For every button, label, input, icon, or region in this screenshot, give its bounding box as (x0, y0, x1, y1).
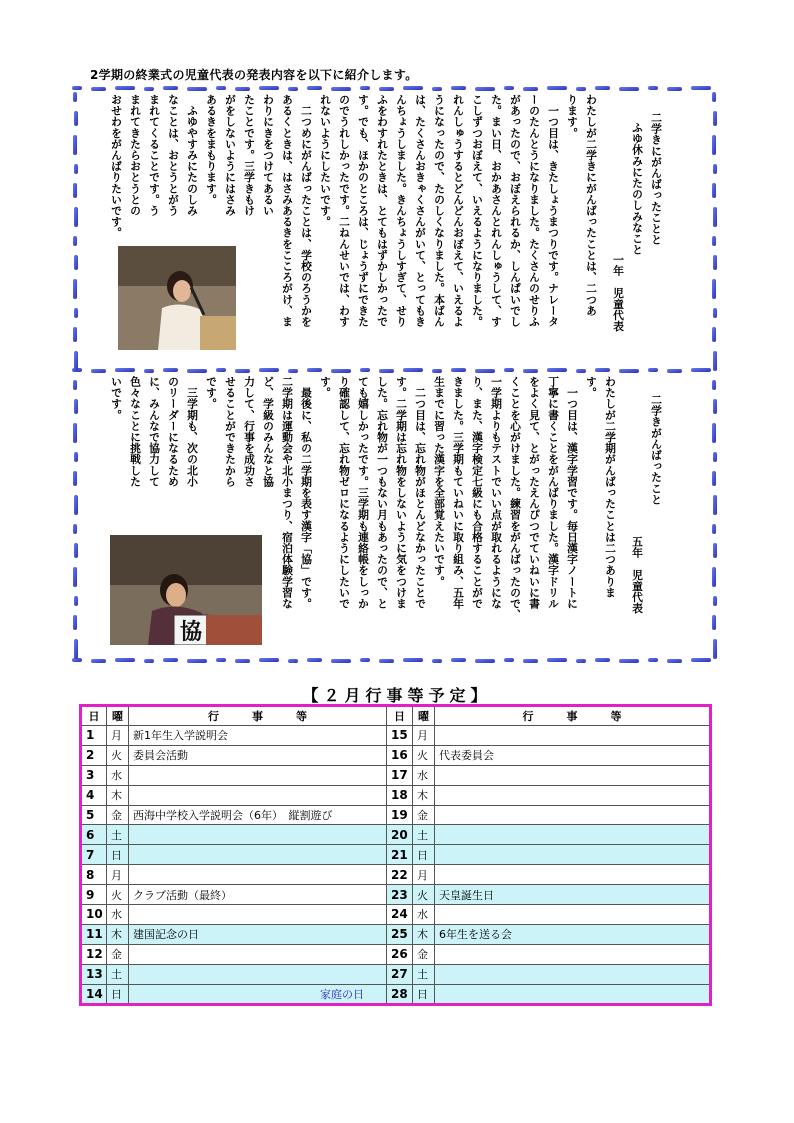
student-photo-one (118, 246, 236, 350)
day-cell: 5 (81, 805, 107, 825)
speech-line: れんしゅうするとどんどんおぼえて、いえるよ (452, 94, 465, 328)
speech-line: です。 (205, 376, 218, 410)
speech-subtitle: ふゆ休みにたのしみなこと (631, 122, 644, 256)
event-cell: 家庭の日 (129, 984, 387, 1005)
speech-line: きました。三学期もていねいに取り組み、五年 (452, 376, 465, 610)
speech-line: ど、学級のみんなと協 (262, 376, 275, 487)
kanji-sign: 協 (179, 620, 203, 645)
event-cell (435, 905, 711, 925)
speech-line: す。 (319, 376, 332, 399)
speech-line: り、また、漢字検定七級にも合格することがで (471, 376, 484, 610)
header-weekday: 曜 (413, 706, 435, 726)
speech-line: す。 (585, 376, 598, 399)
table-row (81, 825, 711, 845)
day-cell: 15 (387, 726, 413, 746)
day-cell: 20 (387, 825, 413, 845)
weekday-cell: 日 (413, 984, 435, 1005)
speech-line: があったので、おぼえられるか、しんぱいでし (509, 94, 522, 328)
weekday-cell: 日 (107, 984, 129, 1005)
speech-author: 一年 児童代表 (612, 254, 625, 332)
day-cell: 14 (81, 984, 107, 1005)
speech-line: んちょうしました。きんちょうしすぎて、せり (395, 94, 408, 328)
day-cell: 21 (387, 845, 413, 865)
weekday-cell: 日 (413, 845, 435, 865)
event-cell (435, 865, 711, 885)
table-row (81, 944, 711, 964)
day-cell: 2 (81, 745, 107, 765)
weekday-cell: 土 (107, 964, 129, 984)
weekday-cell: 水 (107, 765, 129, 785)
speech-line: おせわをがんばりたいです。 (110, 94, 123, 239)
day-cell: 10 (81, 905, 107, 925)
speech-line: わりにきをつけてあるい (262, 94, 275, 217)
weekday-cell: 火 (413, 745, 435, 765)
speech-line: 一学期よりもテストでいい点が取れるようにな (490, 376, 503, 610)
event-cell: 委員会活動 (129, 745, 387, 765)
day-cell: 6 (81, 825, 107, 845)
speech-line: 三学期も、次の北小 (186, 376, 199, 487)
day-cell: 27 (387, 964, 413, 984)
speech-line: 一つ目は、漢字学習です。毎日漢字ノートに (566, 376, 579, 610)
speech-line: あるきをまもります。 (205, 94, 218, 205)
weekday-cell: 金 (107, 944, 129, 964)
weekday-cell: 月 (413, 865, 435, 885)
speech-title: 二学きがんばったこと (650, 394, 663, 505)
weekday-cell: 水 (413, 765, 435, 785)
speech-line: たことです。三学きもけ (243, 94, 256, 217)
speech-line: がをしないようにはさみ (224, 94, 237, 217)
weekday-cell: 火 (413, 885, 435, 905)
table-row (81, 726, 711, 746)
speech-line: た。まい日、おかあさんとれんしゅうして、す (490, 94, 503, 328)
table-row (81, 924, 711, 944)
speech-line: す。でも、ほかのところは、じょうずにできた (357, 94, 370, 328)
event-cell: 新1年生入学説明会 (129, 726, 387, 746)
weekday-cell: 金 (413, 805, 435, 825)
event-cell (129, 845, 387, 865)
day-cell: 7 (81, 845, 107, 865)
day-cell: 16 (387, 745, 413, 765)
weekday-cell: 火 (107, 745, 129, 765)
header-event: 行 事 等 (129, 706, 387, 726)
speech-line: ふをわすれたときは、とてもはずかしかったで (376, 94, 389, 328)
speech-author: 五年 児童代表 (631, 536, 644, 614)
weekday-cell: 木 (107, 924, 129, 944)
speech-title: 二学きにがんばったことと (650, 112, 663, 246)
header-weekday: 曜 (107, 706, 129, 726)
speech-line: れないようにしたいです。 (319, 94, 332, 228)
weekday-cell: 月 (107, 865, 129, 885)
weekday-cell: 金 (413, 944, 435, 964)
weekday-cell: 木 (107, 785, 129, 805)
speech-line: 力して、行事を成功さ (243, 376, 256, 487)
event-cell (435, 765, 711, 785)
table-row (81, 745, 711, 765)
speech-line: 丁寧に書くことをがんばりました。漢字ドリル (547, 376, 560, 610)
speech-line: 生までに習った漢字を全部覚えたいです。 (433, 376, 446, 587)
day-cell: 8 (81, 865, 107, 885)
header-day: 日 (81, 706, 107, 726)
speech-line: をよく見て、とがったえんぴつでていねいに書 (528, 376, 541, 610)
speech-line: うになったので、たのしくなりました。本ばん (433, 94, 446, 328)
event-cell (435, 964, 711, 984)
event-cell (129, 865, 387, 885)
day-cell: 18 (387, 785, 413, 805)
speech-line: ーのたんとうになりました。たくさんのせりふ (528, 94, 541, 328)
speech-line: 一つ目は、きたしょうまつりです。ナレータ (547, 94, 560, 328)
weekday-cell: 月 (413, 726, 435, 746)
intro-text: 2学期の終業式の児童代表の発表内容を以下に紹介します。 (90, 68, 418, 82)
speech-line: に、みんなで協力して (148, 376, 161, 487)
table-row (81, 845, 711, 865)
event-cell: クラブ活動（最終） (129, 885, 387, 905)
day-cell: 26 (387, 944, 413, 964)
event-cell: 6年生を送る会 (435, 924, 711, 944)
weekday-cell: 火 (107, 885, 129, 905)
day-cell: 23 (387, 885, 413, 905)
weekday-cell: 日 (107, 845, 129, 865)
weekday-cell: 木 (413, 924, 435, 944)
speech-line: 色々なことに挑戦した (129, 376, 142, 487)
schedule-title: 【２月行事等予定】 (302, 686, 492, 705)
speech-line: は、たくさんおきゃくさんがいて、とってもき (414, 94, 427, 328)
event-cell (129, 765, 387, 785)
event-cell (435, 944, 711, 964)
weekday-cell: 月 (107, 726, 129, 746)
event-cell (435, 726, 711, 746)
speech-line: 最後に、私の二学期を表す漢字「協」です。 (300, 376, 313, 610)
speech-line: わたしが二学きにがんばったことは、二つあ (585, 94, 598, 316)
event-cell (435, 825, 711, 845)
day-cell: 25 (387, 924, 413, 944)
event-cell (129, 825, 387, 845)
weekday-cell: 土 (413, 825, 435, 845)
weekday-cell: 金 (107, 805, 129, 825)
table-row (81, 765, 711, 785)
speech-line: なことは、おとうとがう (167, 94, 180, 217)
day-cell: 28 (387, 984, 413, 1005)
weekday-cell: 土 (107, 825, 129, 845)
day-cell: 3 (81, 765, 107, 785)
speech-line: まれてきたらおとうとの (129, 94, 142, 217)
speech-line: 二つめにがんばったことは、学校のろうかを (300, 94, 313, 328)
day-cell: 9 (81, 885, 107, 905)
table-row (81, 905, 711, 925)
speech-line: ふゆやすみにたのしみ (186, 94, 199, 217)
event-cell (435, 984, 711, 1005)
event-cell: 西海中学校入学説明会（6年） 縦割遊び (129, 805, 387, 825)
weekday-cell: 水 (413, 905, 435, 925)
speech-line: ても嬉しかったです。三学期も連絡帳をしっか (357, 376, 370, 610)
speech-line: わたしが二学期がんばったことは二つありま (604, 376, 617, 598)
event-cell (129, 944, 387, 964)
day-cell: 1 (81, 726, 107, 746)
event-cell (129, 785, 387, 805)
event-cell: 天皇誕生日 (435, 885, 711, 905)
speech-line: のでうれしかったです。二ねんせいでは、わす (338, 94, 351, 328)
event-cell (435, 805, 711, 825)
event-cell: 建国記念の日 (129, 924, 387, 944)
weekday-cell: 水 (107, 905, 129, 925)
weekday-cell: 木 (413, 785, 435, 805)
speech-line: まれてくることです。う (148, 94, 161, 217)
day-cell: 4 (81, 785, 107, 805)
speech-line: した。忘れ物が一つもない月もあったので、と (376, 376, 389, 610)
event-cell: 代表委員会 (435, 745, 711, 765)
speech-line: せることができたから (224, 376, 237, 487)
speech-line: いです。 (110, 376, 123, 421)
table-row (81, 964, 711, 984)
weekday-cell: 土 (413, 964, 435, 984)
speech-line: す。二学期は忘れ物をしないように気をつけま (395, 376, 408, 610)
event-cell (435, 785, 711, 805)
day-cell: 12 (81, 944, 107, 964)
day-cell: 22 (387, 865, 413, 885)
february-schedule-table (79, 704, 712, 1006)
header-event: 行 事 等 (435, 706, 711, 726)
speech-line: 二学期は運動会や北小まつり、宿泊体験学習な (281, 376, 294, 610)
day-cell: 24 (387, 905, 413, 925)
day-cell: 17 (387, 765, 413, 785)
student-photo-two (110, 535, 262, 645)
table-row (81, 984, 711, 1005)
day-cell: 13 (81, 964, 107, 984)
day-cell: 11 (81, 924, 107, 944)
speech-line: こしずつおぼえて、いえるようになりました。 (471, 94, 484, 328)
speech-line: ります。 (566, 94, 579, 139)
event-cell (129, 964, 387, 984)
table-row (81, 805, 711, 825)
event-cell (435, 845, 711, 865)
speech-line: くことを心がけました。練習をがんばったので、 (509, 376, 522, 621)
table-row (81, 885, 711, 905)
speech-line: のリーダーになるため (167, 376, 180, 487)
speech-line: り確認して、忘れ物ゼロになるようにしたいで (338, 376, 351, 610)
table-row (81, 785, 711, 805)
event-cell (129, 905, 387, 925)
day-cell: 19 (387, 805, 413, 825)
speech-line: 二つ目は、忘れ物がほとんどなかったことで (414, 376, 427, 610)
speech-line: あるくときは、はさみあるきをこころがけ、ま (281, 94, 294, 328)
header-day: 日 (387, 706, 413, 726)
table-row (81, 865, 711, 885)
